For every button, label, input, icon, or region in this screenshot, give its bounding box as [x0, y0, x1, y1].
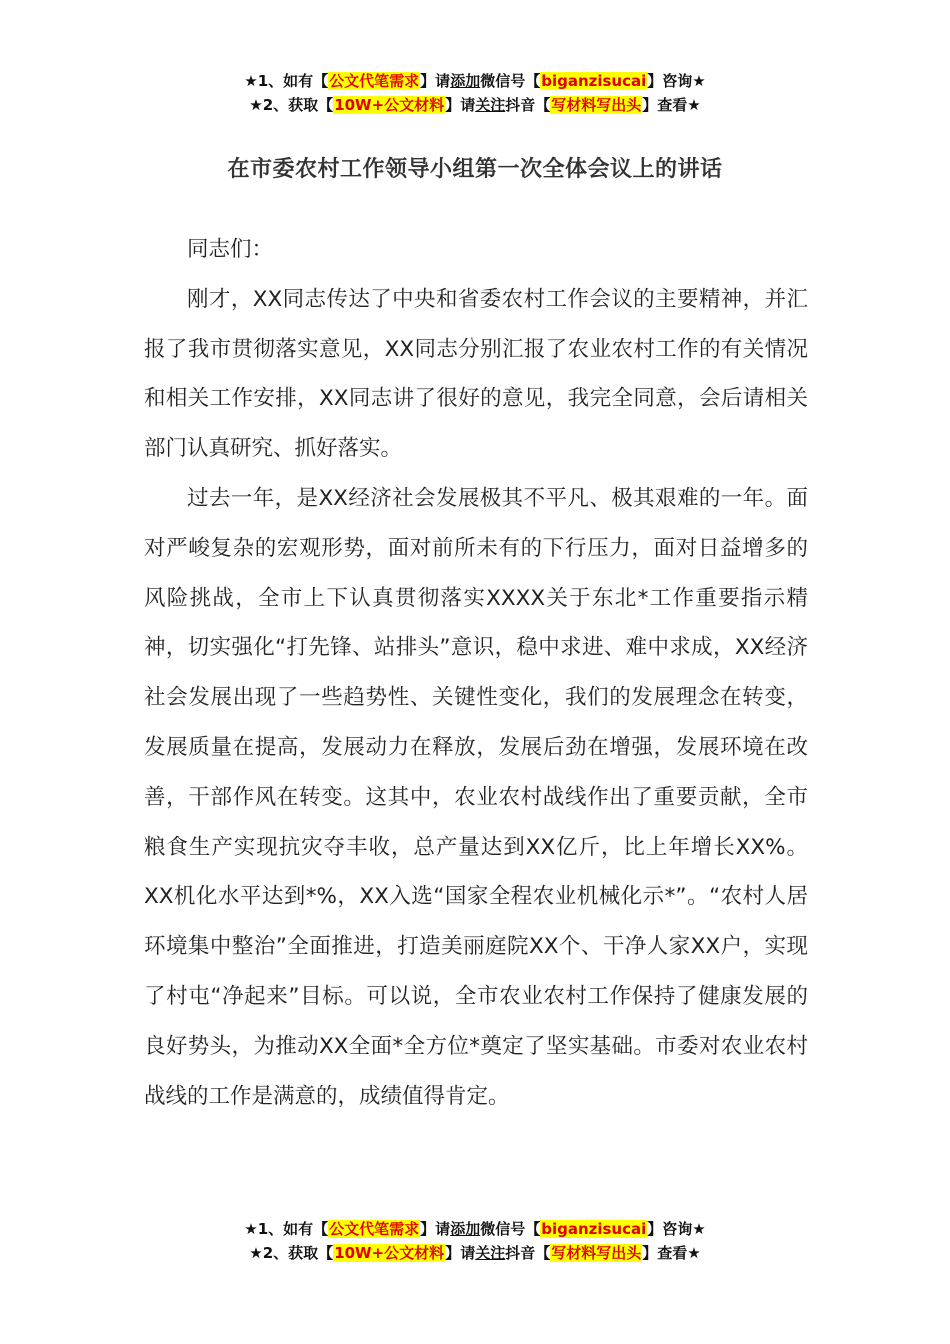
promo-underline: 关注 — [475, 96, 506, 114]
promo-highlight: 公文代笔需求 — [329, 72, 420, 90]
promo-text: 】请 — [445, 1244, 476, 1262]
promo-text: ★1、如有【 — [244, 1220, 329, 1238]
promo-line-1 — [0, 1217, 950, 1241]
promo-text: 】查看★ — [642, 96, 701, 114]
salutation: 同志们： — [187, 237, 274, 262]
promo-text: 】咨询★ — [647, 72, 706, 90]
promo-text: 抖音【 — [505, 96, 551, 114]
promo-text: 抖音【 — [505, 1244, 551, 1262]
promo-highlight: 10W+公文材料 — [334, 1244, 445, 1262]
promo-highlight: 写材料写出头 — [551, 1244, 642, 1262]
promo-line-2 — [0, 1241, 950, 1265]
promo-highlight: biganzisucai — [541, 1220, 647, 1238]
document-body — [144, 225, 808, 1121]
promo-banner-bottom — [0, 1217, 950, 1265]
promo-line-2 — [0, 93, 950, 117]
promo-text: ★2、获取【 — [249, 1244, 334, 1262]
promo-text: 】请 — [445, 96, 476, 114]
body-paragraph: 刚才，XX同志传达了中央和省委农村工作会议的主要精神，并汇报了我市贯彻落实意见，XX同志分别汇报了农业农村工作的有关情况和相关工作安排，XX同志讲了很好的意见，我完全同意，会后请相关部门认真研究、抓好落实。 — [144, 286, 808, 462]
body-paragraph: 过去一年，是XX经济社会发展极其不平凡、极其艰难的一年。面对严峻复杂的宏观形势，面对前所未有的下行压力，面对日益增多的风险挑战，全市上下认真贯彻落实XXXX关于东北*工作重要指示精神，切实强化“打先锋、站排头”意识，稳中求进、难中求成，XX经济社会发展出现了一些趋势性、关键性变化，我们的发展理念在转变，发展质量在提高，发展动力在释放，发展后劲在增强，发展环境在改善，干部作风在转变。这其中，农业农村战线作出了重要贡献，全市粮食生产实现抗灾夺丰收，总产量达到XX亿斤，比上年增长XX%。XX机化水平达到*%，XX入选“国家全程农业机械化示*”。“农村人居环境集中整治”全面推进，打造美丽庭院XX个、干净人家XX户，实现了村屯“净起来”目标。可以说，全市农业农村工作保持了健康发展的良好势头，为推动XX全面*全方位*奠定了坚实基础。市委对农业农村战线的工作是满意的，成绩值得肯定。 — [144, 485, 808, 1109]
promo-highlight: 写材料写出头 — [551, 96, 642, 114]
promo-highlight: 10W+公文材料 — [334, 96, 445, 114]
document-title: 在市委农村工作领导小组第一次全体会议上的讲话 — [227, 157, 723, 182]
promo-highlight: biganzisucai — [541, 72, 647, 90]
promo-text: 】请 — [420, 72, 451, 90]
promo-text: 微信号【 — [480, 72, 541, 90]
promo-underline: 添加 — [450, 72, 481, 90]
promo-text: ★1、如有【 — [244, 72, 329, 90]
promo-banner-top — [0, 69, 950, 117]
promo-underline: 关注 — [475, 1244, 506, 1262]
promo-highlight: 公文代笔需求 — [329, 1220, 420, 1238]
promo-line-1 — [0, 69, 950, 93]
promo-text: 】请 — [420, 1220, 451, 1238]
promo-text: 】咨询★ — [647, 1220, 706, 1238]
promo-underline: 添加 — [450, 1220, 481, 1238]
promo-text: 】查看★ — [642, 1244, 701, 1262]
promo-text: ★2、获取【 — [249, 96, 334, 114]
promo-text: 微信号【 — [480, 1220, 541, 1238]
